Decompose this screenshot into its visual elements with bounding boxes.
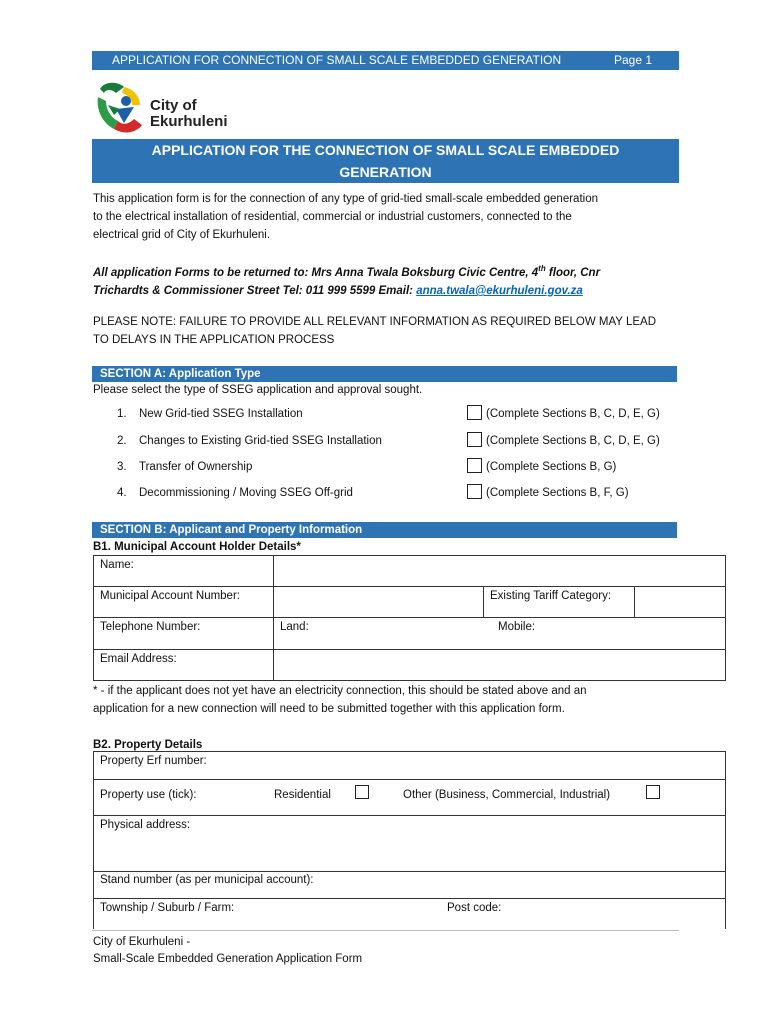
- land-phone-field[interactable]: [315, 619, 495, 647]
- footnote: [93, 682, 683, 718]
- logo-line2: Ekurhuleni: [150, 113, 228, 130]
- table-line: [483, 586, 484, 617]
- option-checkbox[interactable]: [467, 405, 482, 420]
- option-label: Transfer of Ownership: [139, 461, 253, 473]
- residential-checkbox[interactable]: [355, 785, 369, 799]
- table-line: [93, 617, 726, 618]
- option-checkbox[interactable]: [467, 484, 482, 499]
- return-text: All application Forms to be returned to: Mrs Anna Twala Boksburg Civic Centre, 4: [93, 266, 539, 279]
- name-field[interactable]: [275, 557, 724, 585]
- b1-title: B1. Municipal Account Holder Details*: [93, 541, 301, 553]
- property-use-label: Property use (tick):: [100, 789, 197, 801]
- residential-label: Residential: [274, 789, 331, 801]
- option-label: New Grid-tied SSEG Installation: [139, 408, 303, 420]
- table-line: [93, 871, 726, 872]
- other-use-label: Other (Business, Commercial, Industrial): [403, 789, 611, 801]
- application-type-option: [117, 408, 677, 426]
- postcode-field[interactable]: [512, 900, 724, 928]
- postcode-label: Post code:: [447, 902, 502, 914]
- township-field[interactable]: [260, 900, 440, 928]
- option-note: (Complete Sections B, G): [486, 461, 617, 473]
- tariff-category-field[interactable]: [636, 588, 724, 616]
- note-line: PLEASE NOTE: FAILURE TO PROVIDE ALL RELEVANT INFORMATION AS REQUIRED BELOW MAY LEAD: [93, 316, 657, 328]
- return-info: [93, 260, 683, 300]
- intro-paragraph: [93, 190, 683, 244]
- option-note: (Complete Sections B, C, D, E, G): [486, 408, 660, 420]
- option-number: 1.: [117, 408, 127, 420]
- option-checkbox[interactable]: [467, 432, 482, 447]
- application-type-option: [117, 461, 677, 479]
- return-info-line1: [93, 260, 683, 282]
- table-line: [634, 586, 635, 617]
- superscript: th: [538, 264, 546, 273]
- footnote-line: application for a new connection will need to be submitted together with this application form.: [93, 703, 565, 715]
- table-line: [93, 751, 726, 752]
- table-line: [93, 779, 726, 780]
- email-label: Email Address:: [100, 653, 177, 665]
- township-label: Township / Suburb / Farm:: [100, 902, 235, 914]
- page-number: Page 1: [614, 53, 653, 67]
- name-label: Name:: [100, 559, 134, 571]
- physical-address-label: Physical address:: [100, 819, 191, 831]
- erf-field[interactable]: [230, 753, 724, 778]
- logo-wordmark: [150, 98, 228, 130]
- footnote-line: * - if the applicant does not yet have an electricity connection, this should be stated above and an: [93, 685, 587, 697]
- table-line: [93, 555, 726, 556]
- option-number: 2.: [117, 435, 127, 447]
- tariff-category-label: Existing Tariff Category:: [490, 590, 612, 602]
- table-line: [93, 586, 726, 587]
- form-title: [92, 139, 679, 183]
- physical-address-field[interactable]: [95, 835, 724, 870]
- option-note: (Complete Sections B, F, G): [486, 487, 629, 499]
- stand-number-field[interactable]: [345, 873, 724, 897]
- note-line: TO DELAYS IN THE APPLICATION PROCESS: [93, 334, 335, 346]
- other-use-checkbox[interactable]: [646, 785, 660, 799]
- email-field[interactable]: [275, 651, 724, 679]
- option-label: Changes to Existing Grid-tied SSEG Installation: [139, 435, 382, 447]
- section-a-instruction: Please select the type of SSEG application and approval sought.: [93, 384, 423, 396]
- table-line: [725, 555, 726, 681]
- page-header-title: APPLICATION FOR CONNECTION OF SMALL SCALE EMBEDDED GENERATION: [112, 53, 562, 67]
- footer-line: Small-Scale Embedded Generation Application Form: [93, 953, 363, 965]
- intro-line: electrical grid of City of Ekurhuleni.: [93, 229, 271, 241]
- table-line: [273, 555, 274, 681]
- footer-divider: [92, 930, 679, 931]
- stand-number-label: Stand number (as per municipal account):: [100, 874, 314, 886]
- account-number-label: Municipal Account Number:: [100, 590, 240, 602]
- option-label: Decommissioning / Moving SSEG Off-grid: [139, 487, 353, 499]
- erf-label: Property Erf number:: [100, 755, 207, 767]
- section-b-header: SECTION B: Applicant and Property Information: [92, 522, 677, 538]
- footer-line: City of Ekurhuleni -: [93, 936, 191, 948]
- option-number: 4.: [117, 487, 127, 499]
- city-logo: [94, 79, 254, 137]
- table-line: [93, 898, 726, 899]
- option-note: (Complete Sections B, C, D, E, G): [486, 435, 660, 447]
- return-info-line2: [93, 282, 683, 300]
- intro-line: This application form is for the connection of any type of grid-tied small-scale embedded generation: [93, 193, 598, 205]
- application-type-option: [117, 435, 677, 453]
- email-link[interactable]: anna.twala@ekurhuleni.gov.za: [416, 284, 583, 297]
- b2-title: B2. Property Details: [93, 739, 203, 751]
- page-footer: [93, 934, 683, 968]
- form-title-line2: GENERATION: [339, 164, 432, 180]
- mobile-label: Mobile:: [498, 621, 536, 633]
- mobile-field[interactable]: [545, 619, 724, 647]
- intro-line: to the electrical installation of residential, commercial or industrial customers, connected to the: [93, 211, 572, 223]
- table-line: [93, 751, 94, 929]
- page-header-bar: [92, 51, 679, 70]
- city-logo-icon: [94, 79, 150, 137]
- please-note: [93, 313, 683, 349]
- logo-line1: City of: [150, 97, 197, 114]
- table-line: [93, 649, 726, 650]
- table-line: [93, 815, 726, 816]
- telephone-label: Telephone Number:: [100, 621, 201, 633]
- form-title-line1: APPLICATION FOR THE CONNECTION OF SMALL SCALE EMBEDDED: [151, 142, 620, 158]
- application-type-option: [117, 487, 677, 505]
- land-label: Land:: [280, 621, 309, 633]
- account-number-field[interactable]: [275, 588, 482, 616]
- return-text: Trichardts & Commissioner Street Tel: 011 999 5599 Email:: [93, 284, 417, 297]
- return-text: floor, Cnr: [545, 266, 601, 279]
- option-number: 3.: [117, 461, 127, 473]
- table-line: [93, 555, 94, 681]
- table-line: [93, 680, 726, 681]
- option-checkbox[interactable]: [467, 458, 482, 473]
- section-a-header: SECTION A: Application Type: [92, 366, 677, 382]
- table-line: [725, 751, 726, 929]
